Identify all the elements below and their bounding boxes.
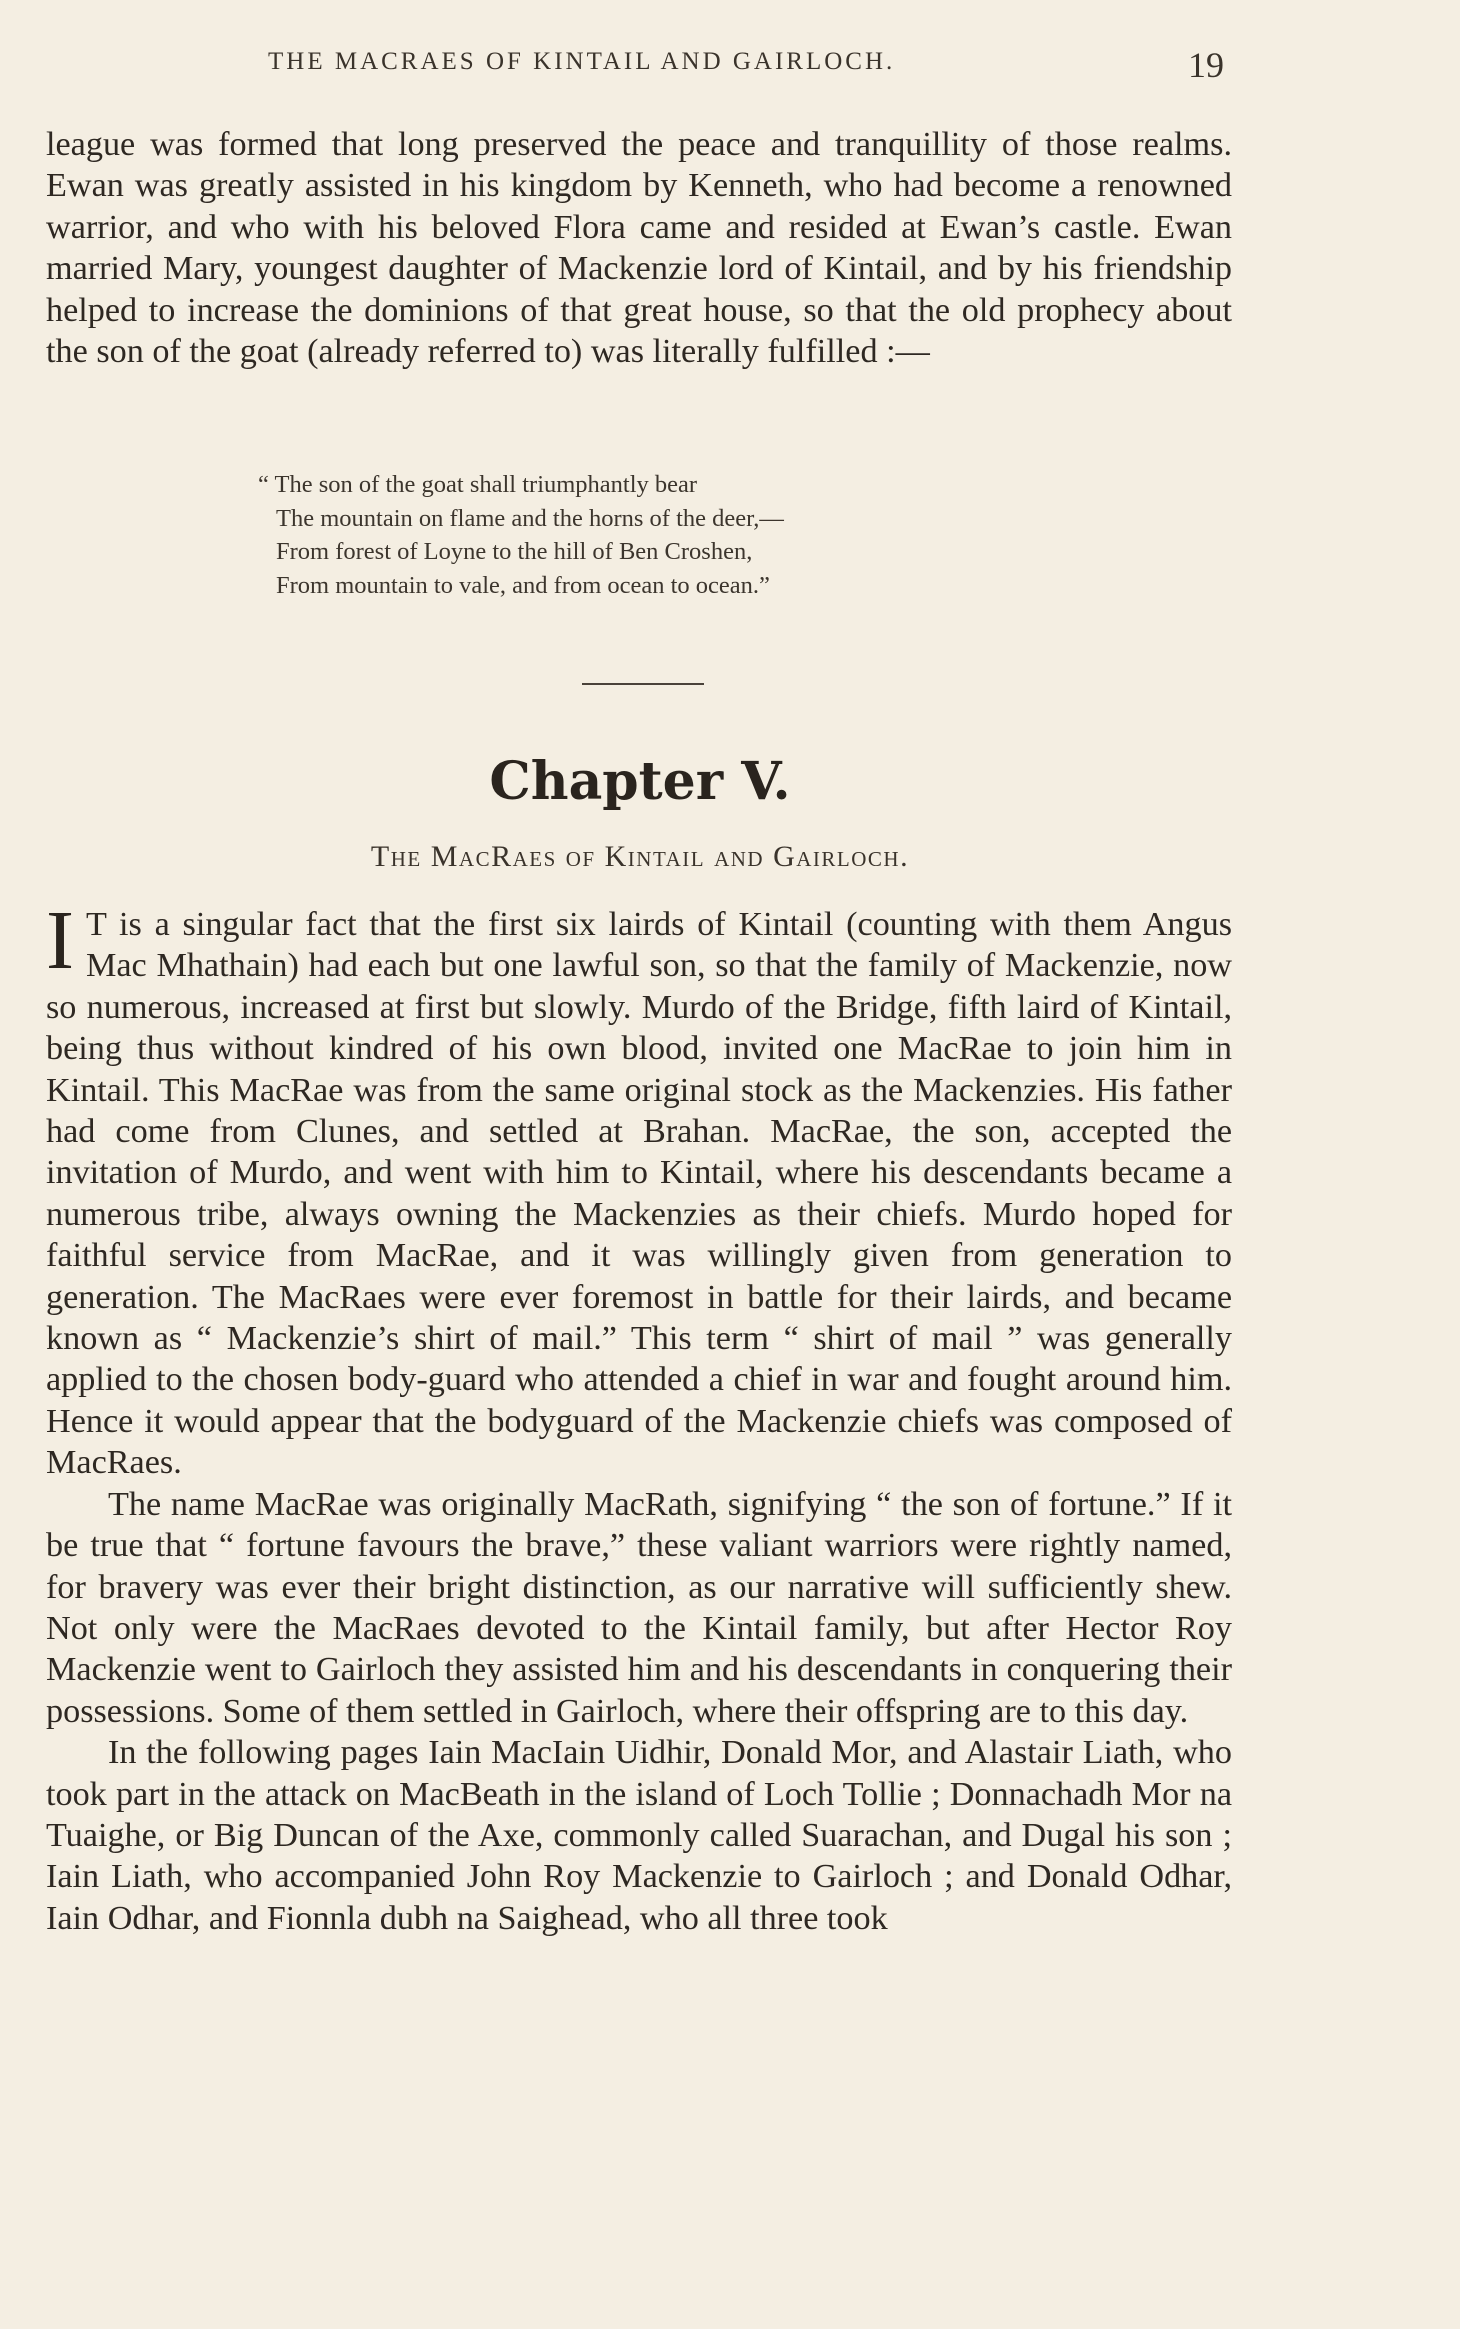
- running-head: [0, 45, 1460, 88]
- opening-paragraph-block: [46, 124, 1232, 372]
- page-number: 19: [1188, 45, 1224, 85]
- chapter-subtitle: The MacRaes of Kintail and Gairloch.: [370, 840, 910, 873]
- poem-quote: [258, 468, 1158, 602]
- running-title: THE MACRAES OF KINTAIL AND GAIRLOCH.: [268, 48, 896, 75]
- poem-line-4: From mountain to vale, and from ocean to ocean.”: [276, 571, 770, 599]
- paragraph-1: [46, 894, 1232, 1484]
- paragraph-2: The name MacRae was originally MacRath, signifying “ the son of fortune.” If it be true that “ fortune favours the brave,” these valiant warriors were rightly named, for bravery was ever their bright distinction, as our narrative will sufficiently shew. Not only were the MacRaes devoted to the Kintail family, but after Hector Roy Mackenzie went to Gairloch they assisted him and his descendants in conquering their possessions. Some of them settled in Gairloch, where their offspring are to this day.: [46, 1485, 1232, 1730]
- drop-cap: I: [46, 894, 74, 987]
- opening-paragraph: league was formed that long preserved the peace and tranquillity of those realms. Ewan was greatly assisted in his kingdom by Kenneth, who had become a renowned warrior, and who with his beloved Flora came and resided at Ewan’s castle. Ewan married Mary, youngest daughter of Mackenzie lord of Kintail, and by his friendship helped to increase the dominions of that great house, so that the old prophecy about the son of the goat (already referred to) was literally fulfilled :—: [46, 126, 1232, 371]
- section-divider: [582, 683, 704, 685]
- chapter-title: Chapter V.: [489, 751, 791, 812]
- paragraph-1-text: T is a singular fact that the first six lairds of Kintail (counting with them Angus Mac Mhathain) had each but one lawful son, so that the family of Mackenzie, now so numerous, increased at first but slowly. Murdo of the Bridge, fifth laird of Kintail, being thus without kindred of his own blood, invited one MacRae to join him in Kintail. This MacRae was from the same original stock as the Mackenzies. His father had come from Clunes, and settled at Brahan. MacRae, the son, accepted the invitation of Murdo, and went with him to Kintail, where his descendants became a numerous tribe, always owning the Mackenzies as their chiefs. Murdo hoped for faithful service from MacRae, and it was willingly given from generation to generation. The MacRaes were ever foremost in battle for their lairds, and became known as “ Mackenzie’s shirt of mail.” This term “ shirt of mail ” was generally applied to the chosen body-guard who attended a chief in war and fought around him. Hence it would appear that the bodyguard of the Mackenzie chiefs was composed of MacRaes.: [46, 906, 1232, 1482]
- poem-line-3: From forest of Loyne to the hill of Ben Croshen,: [276, 538, 753, 565]
- poem-line-2: The mountain on flame and the horns of the deer,—: [276, 504, 784, 532]
- poem-line-1: “ The son of the goat shall triumphantly bear: [258, 471, 698, 498]
- chapter-body: [46, 894, 1232, 1939]
- paragraph-3: In the following pages Iain MacIain Uidhir, Donald Mor, and Alastair Liath, who took part in the attack on MacBeath in the island of Loch Tollie ; Donnachadh Mor na Tuaighe, or Big Duncan of the Axe, commonly called Suarachan, and Dugal his son ; Iain Liath, who accompanied John Roy Mackenzie to Gairloch ; and Donald Odhar, Iain Odhar, and Fionnla dubh na Saighead, who all three took: [46, 1734, 1232, 1937]
